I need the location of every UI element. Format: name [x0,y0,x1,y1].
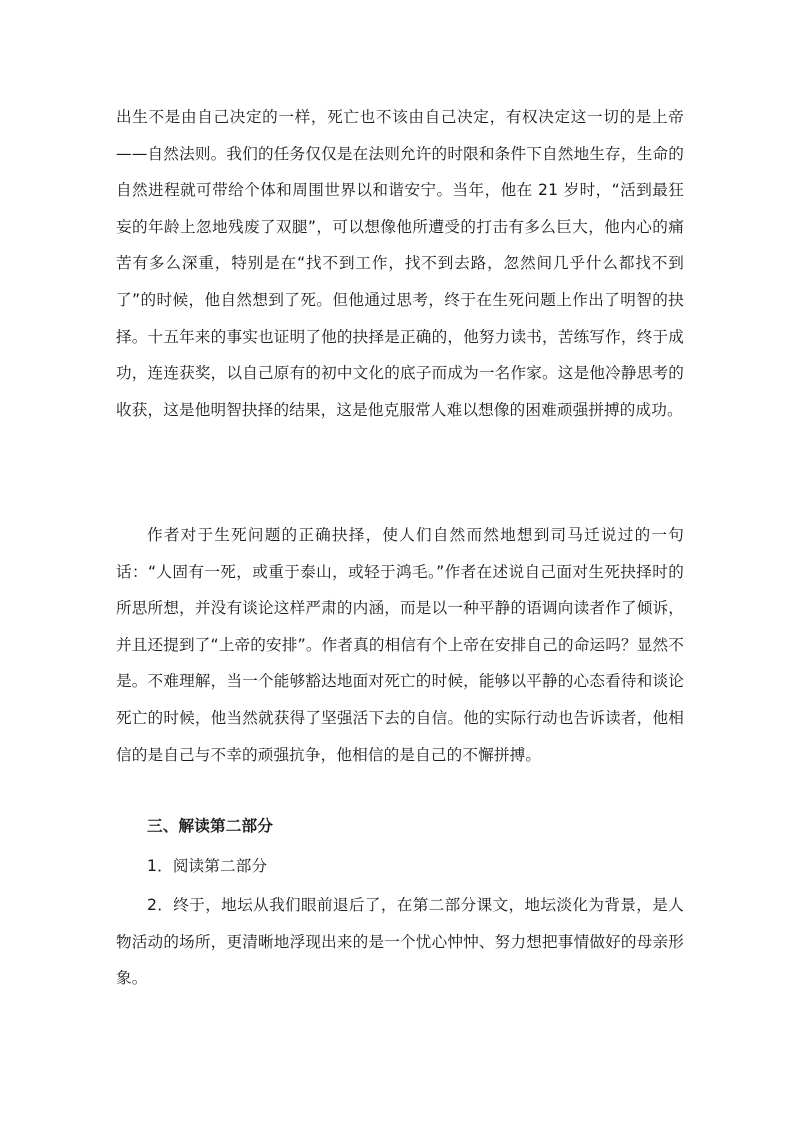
paragraph-2 [116,517,684,773]
step-1-text: 1．阅读第二部分 [147,857,268,875]
paragraph-1-text: 出生不是由自己决定的一样，死亡也不该由自己决定，有权决定这一切的是上帝——自然法则。我们的任务仅仅是在法则允许的时限和条件下自然地生存，生命的自然进程就可带给个体和周围世界以和谐安宁。当年，他在 21 岁时，“活到最狂妄的年龄上忽地残废了双腿”，可以想像他所遭受的打击有多么巨大，他内心的痛苦有多么深重，特别是在“找不到工作，找不到去路，忽然间几乎什么都找不到了”的时候，他自然想到了死。但他通过思考，终于在生死问题上作出了明智的抉择。十五年来的事实也证明了他的抉择是正确的，他努力读书，苦练写作，终于成功，连连获奖，以自己原有的初中文化的底子而成为一名作家。这是他冷静思考的收获，这是他明智抉择的结果，这是他克服常人难以想像的困难顽强拼搏的成功。 [116,108,684,419]
section-heading-text: 三、解读第二部分 [147,817,273,835]
paragraph-1 [116,99,684,428]
paragraph-2-text: 作者对于生死问题的正确抉择，使人们自然而然地想到司马迁说过的一句话：“人固有一死，或重于泰山，或轻于鸿毛。”作者在述说自己面对生死抉择时的所思所想，并没有谈论这样严肃的内涵，而是以一种平静的语调向读者作了倾诉，并且还提到了“上帝的安排”。作者真的相信有个上帝在安排自己的命运吗？显然不是。不难理解，当一个能够豁达地面对死亡的时候，能够以平静的心态看待和谈论死亡的时候，他当然就获得了坚强活下去的自信。他的实际行动也告诉读者，他相信的是自己与不幸的顽强抗争，他相信的是自己的不懈拼搏。 [116,526,684,764]
step-2-text: 2．终于，地坛从我们眼前退后了，在第二部分课文，地坛淡化为背景，是人物活动的场所，更清晰地浮现出来的是一个忧心忡忡、努力想把事情做好的母亲形象。 [116,896,684,988]
step-2 [116,887,684,997]
section-heading [147,808,687,845]
step-1 [147,848,687,885]
